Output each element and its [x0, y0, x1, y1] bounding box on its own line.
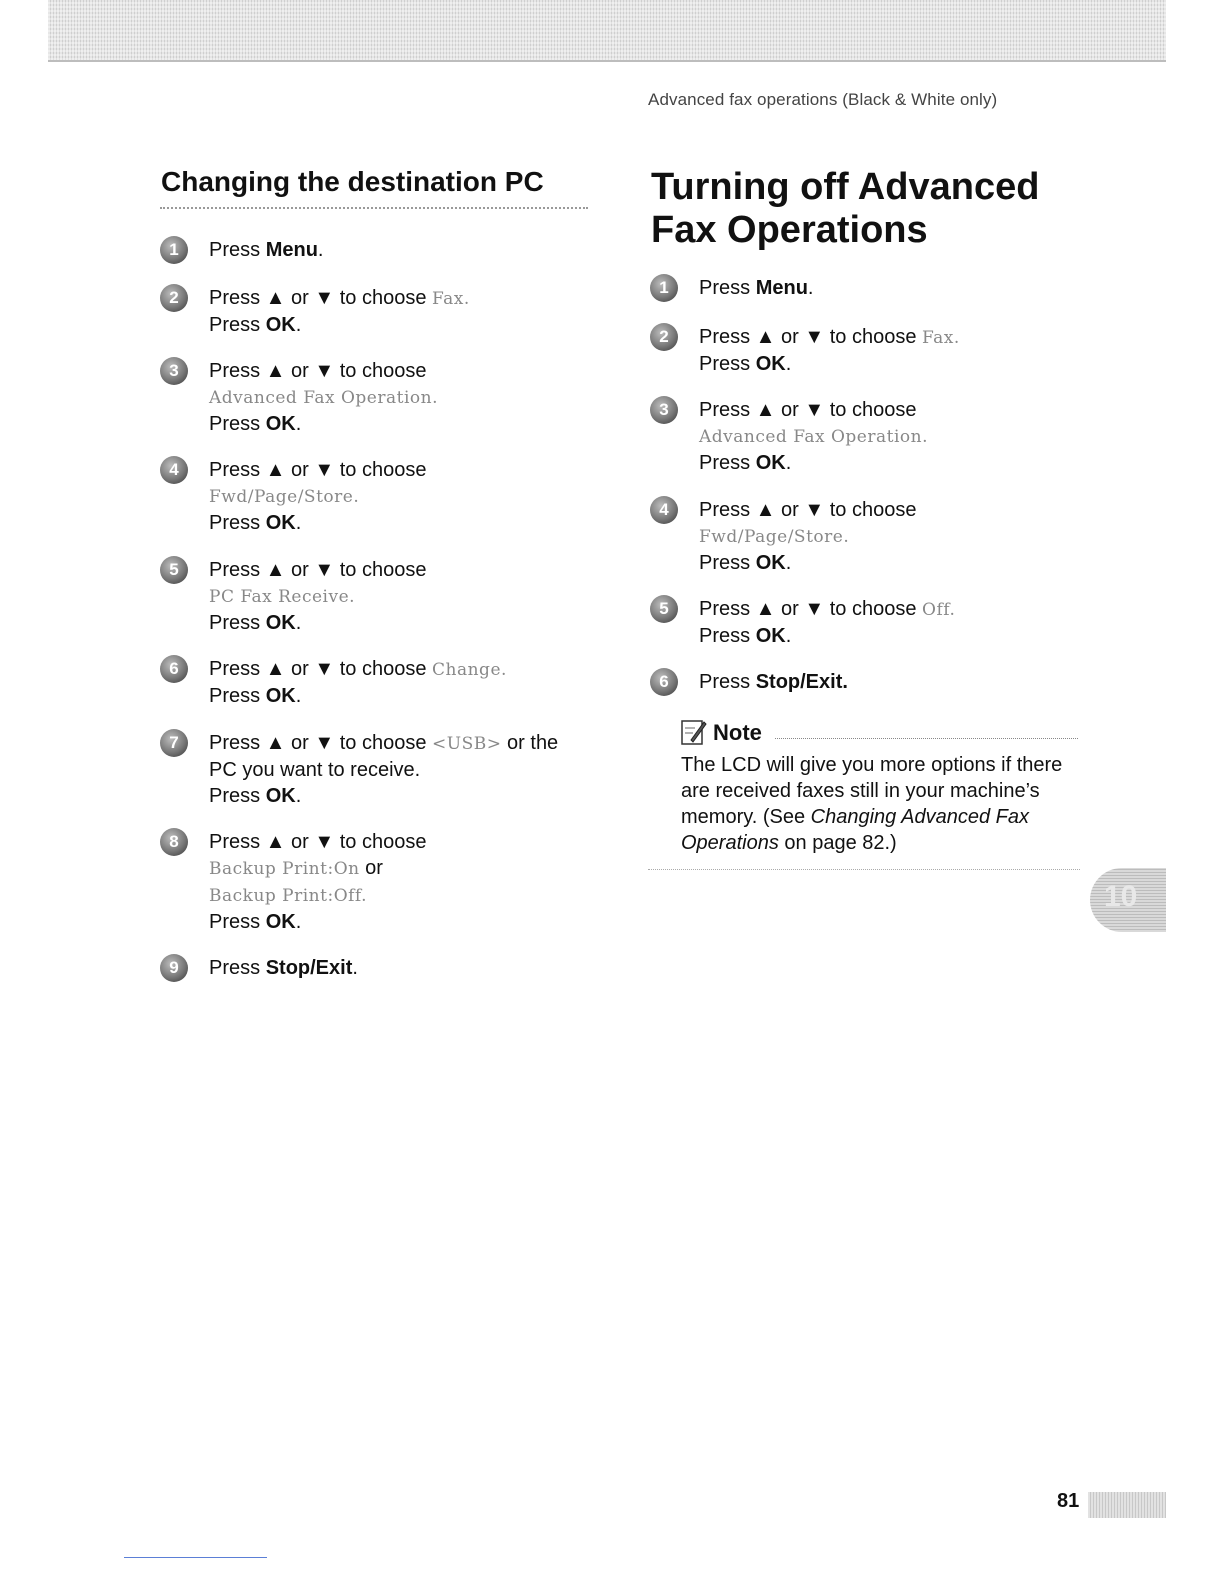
running-header: Advanced fax operations (Black & White only) [648, 90, 998, 109]
step-line [699, 351, 960, 377]
step-number-badge: 5 [650, 595, 678, 623]
step-line-suffix: . [949, 600, 956, 620]
step-line [699, 324, 960, 351]
step-line-text: Press [209, 512, 266, 534]
lcd-menu-text: Backup Print:On [209, 859, 360, 879]
key-name: OK [265, 413, 296, 435]
step-number-badge: 4 [650, 496, 678, 524]
step-text [209, 829, 426, 935]
step-line-text: Press ▲ or ▼ to choose [209, 559, 427, 581]
step-line [209, 557, 426, 583]
step-line-end: . [807, 277, 814, 299]
step-line-end: . [785, 452, 792, 474]
step-line [209, 384, 438, 411]
step-number-badge: 1 [160, 236, 188, 264]
step-line [699, 497, 916, 523]
step-text [699, 275, 813, 301]
step-number-badge: 8 [160, 828, 188, 856]
step-line-suffix: . [501, 660, 507, 680]
step-line-text: Press ▲ or ▼ to choose [209, 360, 427, 382]
key-name: Stop/Exit [265, 957, 353, 979]
step-line-suffix: or the [501, 732, 559, 754]
note-label: Note [713, 720, 762, 745]
step-line-text: Press ▲ or ▼ to choose [209, 831, 427, 853]
step-line-end: . [295, 314, 302, 336]
step-text [209, 358, 438, 437]
step-line-suffix: or [359, 857, 383, 879]
lcd-menu-text: Off [922, 600, 950, 620]
lcd-menu-text: Advanced Fax Operation [209, 388, 433, 408]
step-line-end: . [295, 685, 302, 707]
step-line [209, 829, 426, 855]
step-line [209, 312, 470, 338]
step-line-suffix: . [349, 587, 356, 607]
key-name: OK [755, 552, 786, 574]
step-line [209, 610, 426, 636]
step-line-text: Press [209, 911, 266, 933]
lcd-menu-text: <USB> [432, 734, 502, 754]
step-line-text: Press ▲ or ▼ to choose [209, 732, 433, 754]
step-number-badge: 3 [160, 357, 188, 385]
step-line-text: Press [699, 671, 756, 693]
step-line-suffix: . [922, 427, 928, 447]
right-section-title [651, 166, 1111, 252]
step-text [699, 324, 960, 377]
key-name: OK [265, 785, 296, 807]
bottom-rule [124, 1557, 267, 1558]
step-line [699, 450, 928, 476]
step-line-text: Press ▲ or ▼ to choose [699, 326, 923, 348]
step-number-badge: 9 [160, 954, 188, 982]
key-name: OK [265, 314, 296, 336]
step-line-text: PC you want to receive. [209, 759, 421, 781]
key-name: OK [265, 512, 296, 534]
step-line [209, 783, 558, 809]
step-line-end: . [295, 413, 302, 435]
step-line-text: Press [699, 552, 756, 574]
step-line [209, 855, 426, 882]
step-line [209, 237, 323, 263]
key-name: Stop/Exit. [755, 671, 848, 693]
step-text [699, 669, 848, 695]
note-cross-reference[interactable]: Changing Advanced Fax Operations [681, 806, 1029, 854]
step-line-end: . [295, 785, 302, 807]
note-body [681, 752, 1081, 856]
page-number: 81 [1057, 1490, 1080, 1512]
step-text [209, 285, 470, 338]
step-line [699, 397, 928, 423]
lcd-menu-text: Fwd/Page/Store [699, 527, 844, 547]
step-number-badge: 3 [650, 396, 678, 424]
step-line [209, 411, 438, 437]
step-number-badge: 6 [160, 655, 188, 683]
lcd-menu-text: Fax [922, 328, 954, 348]
step-line [209, 583, 426, 610]
step-number-badge: 4 [160, 456, 188, 484]
step-text [699, 596, 955, 649]
note-bottom-divider [648, 869, 1080, 870]
key-name: OK [755, 625, 786, 647]
step-line-text: Press ▲ or ▼ to choose [699, 598, 923, 620]
step-number-badge: 2 [160, 284, 188, 312]
step-line-end: . [317, 239, 324, 261]
step-number-badge: 1 [650, 274, 678, 302]
step-line-text: Press [209, 239, 266, 261]
step-line-end: . [785, 353, 792, 375]
step-text [209, 656, 507, 709]
step-line [209, 683, 507, 709]
key-name: Menu [265, 239, 318, 261]
right-title-line-1: Turning off Advanced [651, 166, 1040, 208]
page-number-band [1088, 1492, 1166, 1518]
lcd-menu-text: Fax [432, 289, 464, 309]
step-line [209, 909, 426, 935]
step-line [699, 523, 916, 550]
lcd-menu-text: Advanced Fax Operation [699, 427, 923, 447]
key-name: OK [755, 353, 786, 375]
step-line-text: Press ▲ or ▼ to choose [209, 287, 433, 309]
right-title-line-2: Fax Operations [651, 209, 928, 251]
step-line-text: Press ▲ or ▼ to choose [209, 658, 433, 680]
step-line [209, 656, 507, 683]
step-line [699, 550, 916, 576]
step-line [209, 955, 358, 981]
lcd-menu-text: Change [432, 660, 501, 680]
step-line [699, 669, 848, 695]
note-pencil-icon [681, 718, 707, 746]
step-line-text: Press [209, 314, 266, 336]
step-line-text: Press [209, 957, 266, 979]
step-line [209, 730, 558, 757]
title-divider [160, 207, 588, 209]
step-line [699, 596, 955, 623]
step-text [209, 237, 323, 263]
lcd-menu-text: Backup Print:Off [209, 886, 362, 906]
step-line [209, 882, 426, 909]
step-line-text: Press [209, 685, 266, 707]
note-divider [775, 738, 1078, 739]
step-number-badge: 6 [650, 668, 678, 696]
step-line-suffix: . [353, 487, 360, 507]
step-line [209, 358, 438, 384]
step-text [699, 397, 928, 476]
key-name: OK [755, 452, 786, 474]
step-text [209, 557, 426, 636]
step-line-text: Press [699, 353, 756, 375]
step-line [209, 457, 426, 483]
step-line-end: . [352, 957, 358, 979]
step-line-end: . [785, 552, 792, 574]
step-line-text: Press [209, 413, 266, 435]
lcd-menu-text: Fwd/Page/Store [209, 487, 354, 507]
step-line-text: Press [209, 612, 266, 634]
step-line-text: Press [699, 625, 756, 647]
step-number-badge: 5 [160, 556, 188, 584]
step-text [699, 497, 916, 576]
key-name: OK [265, 612, 296, 634]
step-line-end: . [785, 625, 792, 647]
step-text [209, 730, 558, 809]
step-line [209, 757, 558, 783]
step-line-text: Press ▲ or ▼ to choose [699, 399, 917, 421]
key-name: Menu [755, 277, 808, 299]
step-line [699, 275, 813, 301]
header-band [48, 0, 1166, 62]
step-number-badge: 7 [160, 729, 188, 757]
step-line [209, 483, 426, 510]
step-line-text: Press ▲ or ▼ to choose [209, 459, 427, 481]
step-line-suffix: . [843, 527, 850, 547]
step-line-end: . [295, 512, 302, 534]
step-line-suffix: . [463, 289, 470, 309]
step-line-text: Press [699, 277, 756, 299]
note-text-2: on page 82.) [778, 832, 897, 854]
step-text [209, 457, 426, 536]
step-line-end: . [295, 612, 302, 634]
step-text [209, 955, 358, 981]
step-number-badge: 2 [650, 323, 678, 351]
note-text-1: The LCD will give you more options if there are received faxes still in your machine’s memory. (See [681, 754, 1063, 828]
chapter-number: 10 [1104, 880, 1138, 913]
step-line [209, 285, 470, 312]
key-name: OK [265, 685, 296, 707]
step-line [209, 510, 426, 536]
step-line-suffix: . [361, 886, 368, 906]
lcd-menu-text: PC Fax Receive [209, 587, 350, 607]
step-line [699, 423, 928, 450]
left-section-title: Changing the destination PC [161, 166, 544, 197]
note-heading [681, 718, 762, 746]
step-line-end: . [295, 911, 302, 933]
step-line-text: Press [699, 452, 756, 474]
step-line-text: Press ▲ or ▼ to choose [699, 499, 917, 521]
step-line [699, 623, 955, 649]
step-line-text: Press [209, 785, 266, 807]
step-line-suffix: . [953, 328, 960, 348]
key-name: OK [265, 911, 296, 933]
step-line-suffix: . [432, 388, 438, 408]
